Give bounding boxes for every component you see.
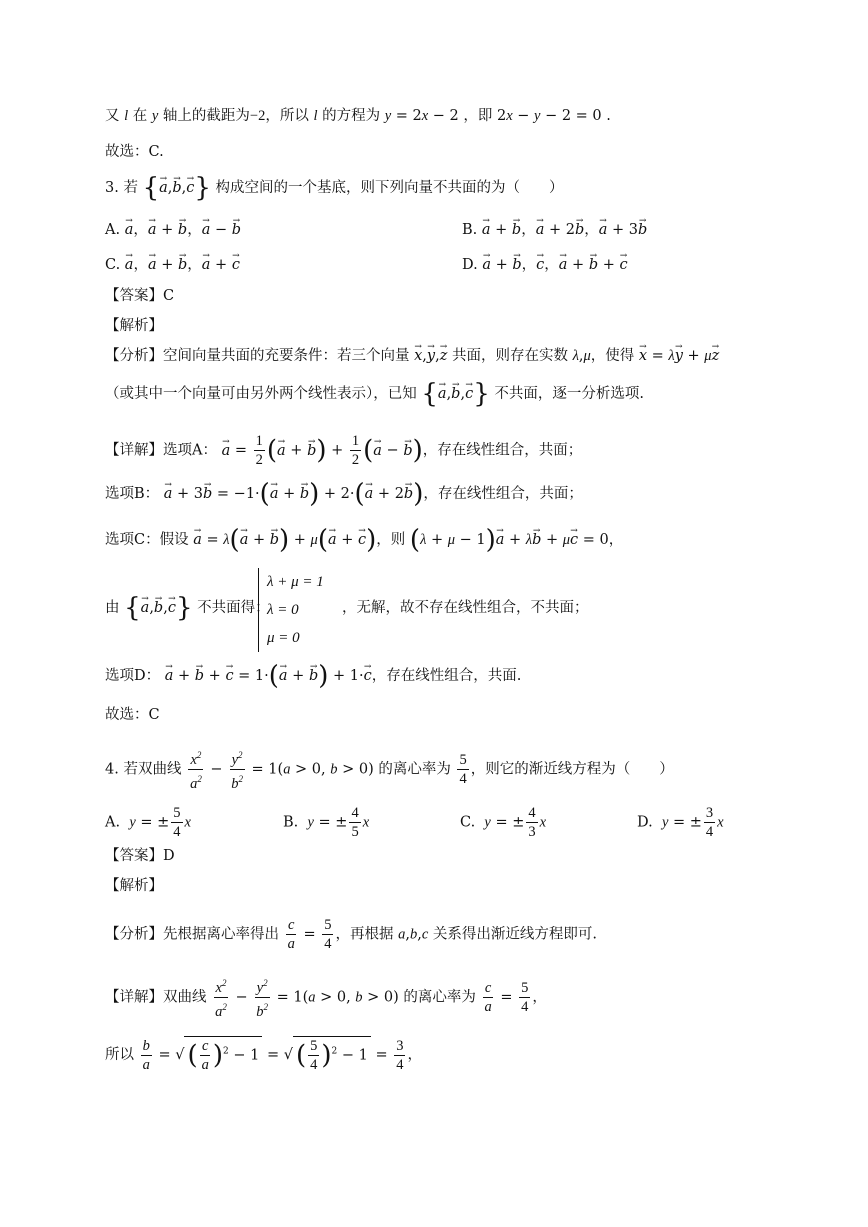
option-c[interactable]: C. → a，→ a + → b，→ a + → c [105,255,240,275]
detail-option-c: 选项C：假设 → a = λ(→ a + → b) + μ(→ a + → c)，则 (λ + μ − 1)→ a + λ→ b + μ→ c = 0， [105,530,623,550]
analysis-fenxi-cont: （或其中一个向量可由另外两个线性表示），已知 {→ a,→ b,→ c} 不共面，逐一分析选项. [105,384,644,404]
choose-line: 故选：C [105,707,160,723]
system-prefix: 由 {→ a,→ b,→ c} 不共面得： [105,598,270,618]
option-a[interactable]: A. → a，→ a + → b，→ a − → b [105,220,241,240]
analysis-fenxi: 【分析】空间向量共面的充要条件：若三个向量 → x,→ y,→ z 共面，则存在实数 λ,μ，使得 → x = λ→ y + μ→ z [105,346,719,366]
answer-label: 【答案】C [105,288,175,304]
system-suffix: ，无解，故不存在线性组合，不共面； [342,600,589,616]
detail-option-a: 【详解】选项A： → a = $\frac{1}{2}$ (→ a + → b) + $\frac{1}{2}$ (→ a − → b)，存在线性组合，共面； [105,432,582,469]
option-b[interactable]: B. y = ± $\frac{4}{5}$ x [283,805,370,840]
detail-line: 【详解】双曲线 $\frac{x^2}{a^2}$ − $\frac{y^2}{b^2}$ = 1(a > 0, b > 0) 的离心率为 $\frac{c}{a}$ = $\frac{5}{4}$ ， [105,974,547,1021]
text-line: 又 l 在 y 轴上的截距为−2，所以 l 的方程为 y = 2x − 2 ，即 2x − y − 2 = 0 . [105,108,611,124]
answer-label: 【答案】D [105,848,175,864]
equation-1: λ + μ = 1 [267,574,324,590]
option-d[interactable]: D. → a + → b，→ c，→ a + → b + → c [462,255,628,275]
option-c[interactable]: C. y = ± $\frac{4}{3}$ x [460,805,547,840]
analysis-heading: 【解析】 [105,318,163,334]
option-a[interactable]: A. y = ± $\frac{5}{4}$ x [105,805,191,840]
question-3-stem: 3. 若 {→ a,→ b,→ c} 构成空间的一个基底，则下列向量不共面的为（ ） [105,178,564,198]
equation-system [258,568,324,652]
text-line: 故选：C. [105,144,164,160]
detail-option-b: 选项B： → a + 3→ b = −1·(→ a + → b) + 2·(→ a + 2→ b)，存在线性组合，共面； [105,484,583,504]
option-d[interactable]: D. y = ± $\frac{3}{4}$ x [637,805,724,840]
equation-3: μ = 0 [267,630,300,646]
analysis-heading: 【解析】 [105,878,163,894]
question-4-stem: 4. 若双曲线 $\frac{x^2}{a^2}$ − $\frac{y^2}{b^2}$ = 1(a > 0, b > 0) 的离心率为 $\frac{5}{4}$ ，则它的渐近线方程为（ ） [105,746,674,793]
detail-option-d: 选项D： → a + → b + → c = 1·(→ a + → b) + 1·→ c，存在线性组合，共面. [105,666,521,686]
analysis-fenxi: 【分析】先根据离心率得出 $\frac{c}{a}$ = $\frac{5}{4}$ ，再根据 a,b,c 关系得出渐近线方程即可. [105,917,597,952]
result-line: 所以 $\frac{b}{a}$ = √ ( $\frac{c}{a}$ )$^2$ − 1 = √ ( $\frac{5}{4}$ )$^2$ − 1 = $\frac{3}{4}$ ， [105,1037,422,1073]
option-b[interactable]: B. → a + → b，→ a + 2→ b，→ a + 3→ b [462,220,647,240]
equation-2: λ = 0 [267,602,299,618]
